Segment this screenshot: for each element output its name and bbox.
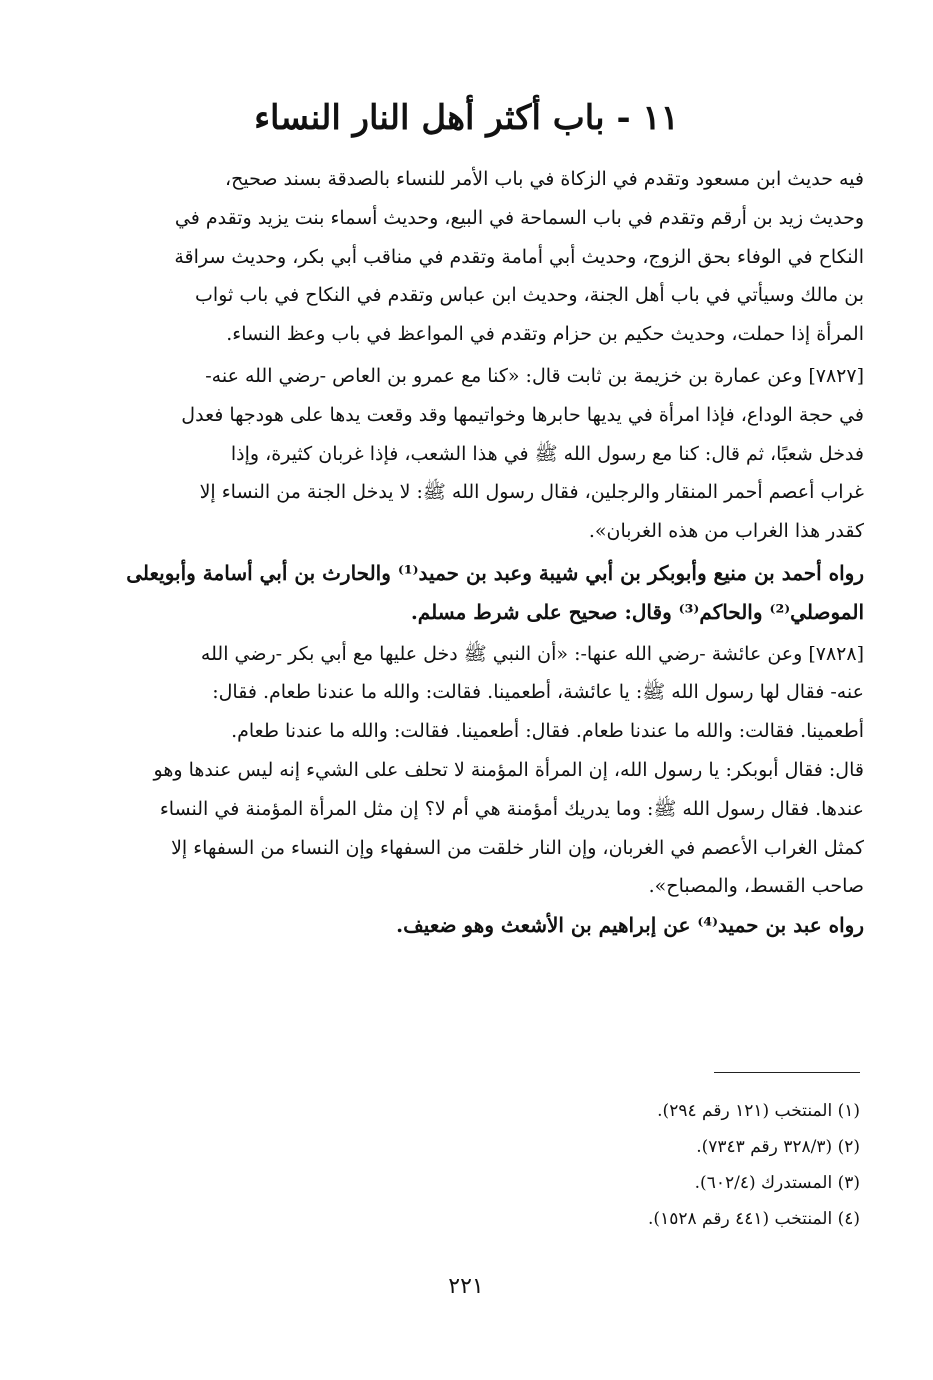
footnotes bbox=[520, 1093, 860, 1237]
hadith-7828-sources bbox=[96, 906, 864, 945]
text-line: قال: فقال أبوبكر: يا رسول الله، إن المرأة المؤمنة لا تحلف على الشيء إنه ليس عندها وهو bbox=[153, 758, 864, 781]
text-line: [٧٨٢٨] وعن عائشة -رضي الله عنها-: «أن النبي ﷺ دخل عليها مع أبي بكر -رضي الله bbox=[200, 642, 864, 665]
text-line: عندها. فقال رسول الله ﷺ: وما يدريك أمؤمنة هي أم لا؟ إن مثل المرأة المؤمنة في النساء bbox=[159, 797, 864, 820]
text-line: غراب أعصم أحمر المنقار والرجلين، فقال رسول الله ﷺ: لا يدخل الجنة من النساء إلا bbox=[199, 481, 864, 504]
text-line: وحديث زيد بن أرقم وتقدم في باب السماحة في البيع، وحديث أسماء بنت يزيد وتقدم في bbox=[174, 206, 864, 229]
hadith-7828 bbox=[96, 635, 864, 907]
text-line: فدخل شعبًا، ثم قال: كنا مع رسول الله ﷺ في هذا الشعب، فإذا غربان كثيرة، وإذا bbox=[230, 442, 864, 465]
text-line: صاحب القسط، والمصباح». bbox=[648, 875, 864, 898]
text-line: بن مالك وسيأتي في باب أهل الجنة، وحديث ابن عباس وتقدم في النكاح في باب ثواب bbox=[195, 284, 864, 307]
text-line: أطعمينا. فقالت: والله ما عندنا طعام. فقال: أطعمينا. فقالت: والله ما عندنا طعام. bbox=[231, 720, 864, 743]
text-line: النكاح في الوفاء بحق الزوج، وحديث أبي أمامة وتقدم في مناقب أبي بكر، وحديث سراقة bbox=[174, 245, 864, 268]
hadith-7827-sources bbox=[96, 554, 864, 632]
hadith-7827 bbox=[96, 357, 864, 551]
page-number: ٢٢١ bbox=[448, 1274, 484, 1299]
text-line: كقدر هذا الغراب من هذه الغربان». bbox=[588, 520, 864, 543]
text-line: كمثل الغراب الأعصم في الغربان، وإن النار خلقت من السفهاء وإن النساء من السفهاء إلا bbox=[171, 836, 864, 859]
text-line: في حجة الوداع، فإذا امرأة في يديها حابرها وخواتيمها وقد وقعت يدها على هودجها فعدل bbox=[181, 403, 864, 426]
text-line: عنه- فقال لها رسول الله ﷺ: يا عائشة، أطعمينا. فقالت: والله ما عندنا طعام. فقال: bbox=[212, 681, 864, 704]
footnote: (٣) المستدرك (٦٠٢/٤). bbox=[694, 1173, 860, 1193]
main-text bbox=[96, 160, 864, 945]
text-line: رواه عبد بن حميد⁽⁴⁾ عن إبراهيم بن الأشعث وهو ضعيف. bbox=[396, 913, 864, 938]
text-line: الموصلي⁽²⁾ والحاكم⁽³⁾ وقال: صحيح على شرط مسلم. bbox=[410, 599, 864, 624]
chapter-heading: ١١ - باب أكثر أهل النار النساء bbox=[254, 98, 679, 138]
footnote: (٤) المنتخب (٤٤١ رقم ١٥٢٨). bbox=[648, 1209, 860, 1229]
text-line: المرأة إذا حملت، وحديث حكيم بن حزام وتقدم في المواعظ في باب وعظ النساء. bbox=[226, 323, 864, 346]
footnote-divider bbox=[714, 1072, 860, 1073]
text-line: [٧٨٢٧] وعن عمارة بن خزيمة بن ثابت قال: «كنا مع عمرو بن العاص -رضي الله عنه- bbox=[205, 364, 864, 387]
footnote: (١) المنتخب (١٢١ رقم ٢٩٤). bbox=[657, 1101, 860, 1121]
footnote: (٢) (٣٢٨/٣ رقم ٧٣٤٣). bbox=[696, 1137, 860, 1157]
text-line: رواه أحمد بن منيع وأبوبكر بن أبي شيبة وعبد بن حميد⁽¹⁾ والحارث بن أبي أسامة وأبويعلى bbox=[126, 560, 864, 585]
text-line: فيه حديث ابن مسعود وتقدم في الزكاة في باب الأمر للنساء بالصدقة بسند صحيح، bbox=[224, 168, 864, 190]
intro-paragraph bbox=[96, 160, 864, 354]
